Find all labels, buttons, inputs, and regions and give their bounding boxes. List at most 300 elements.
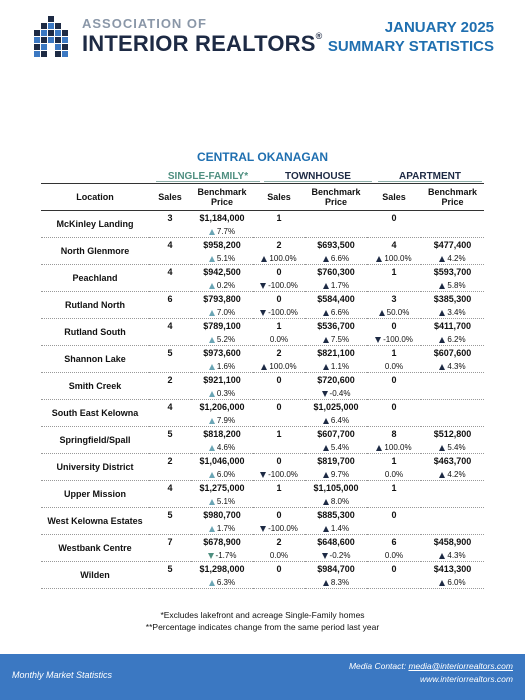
th-price-change-value: 6.6%: [330, 254, 350, 263]
th-sales-value: 0: [276, 294, 282, 304]
table-row: [41, 211, 484, 238]
region-heading: CENTRAL OKANAGAN: [196, 150, 329, 164]
arrow-up-icon: [209, 418, 215, 424]
th-price-change-value: 6.4%: [330, 416, 350, 425]
sf-price-change-value: 5.1%: [216, 497, 236, 506]
ap-sales-change-value: 0.0%: [384, 362, 404, 371]
arrow-up-icon: [376, 256, 382, 262]
sf-price-change-value: 7.9%: [216, 416, 236, 425]
sf-sales-cell: [149, 346, 191, 373]
sf-benchmark-price: $1,275,000: [199, 483, 245, 493]
contact-email-link[interactable]: media@interiorrealtors.com: [408, 661, 513, 671]
sf-benchmark-price: $973,600: [203, 348, 241, 358]
th-sales-cell: [253, 238, 305, 265]
sf-benchmark-price: $1,184,000: [199, 213, 245, 223]
location-name: McKinley Landing: [56, 219, 134, 229]
sf-sales-cell: [149, 319, 191, 346]
ap-sales-cell: [367, 211, 421, 238]
th-benchmark-price: $821,100: [317, 348, 355, 358]
th-sales-value: 0: [276, 564, 282, 574]
th-sales-cell: [253, 535, 305, 562]
sf-price-change: [191, 578, 253, 587]
arrow-up-icon: [439, 553, 445, 559]
ap-sales-change-value: 0.0%: [384, 470, 404, 479]
sf-price-cell: [191, 292, 253, 319]
th-price-change-value: -0.2%: [329, 551, 351, 560]
th-sales-value: 2: [276, 240, 282, 250]
arrow-down-icon: [260, 472, 266, 478]
ap-price-change: [421, 281, 484, 290]
group-header-townhouse: TOWNHOUSE: [264, 171, 372, 182]
sf-sales-cell: [149, 292, 191, 319]
table-row: [41, 373, 484, 400]
arrow-up-icon: [323, 364, 329, 370]
th-price-change: [305, 389, 367, 398]
arrow-up-icon: [209, 310, 215, 316]
th-sales-cell: [253, 373, 305, 400]
th-sales-cell: [253, 481, 305, 508]
ap-sales-value: 6: [391, 537, 397, 547]
sf-price-cell: [191, 319, 253, 346]
location-name: Rutland North: [65, 300, 125, 310]
sf-sales-value: 6: [167, 294, 173, 304]
th-sales-change-value: -100.0%: [268, 470, 298, 479]
ap-sales-change-value: 0.0%: [384, 551, 404, 560]
sf-sales-value: 5: [167, 429, 173, 439]
th-benchmark-price: $648,600: [317, 537, 355, 547]
arrow-up-icon: [439, 445, 445, 451]
arrow-up-icon: [439, 310, 445, 316]
arrow-down-icon: [208, 553, 214, 559]
sf-sales-cell: [149, 373, 191, 400]
th-price-change-value: -0.4%: [329, 389, 351, 398]
location-cell: [41, 535, 149, 562]
th-price-cell: [305, 427, 367, 454]
sf-sales-cell: [149, 211, 191, 238]
location-cell: [41, 292, 149, 319]
sf-sales-value: 4: [167, 267, 173, 277]
sf-price-change: [191, 416, 253, 425]
logo-text-main: INTERIOR REALTORS®: [82, 31, 323, 56]
sf-benchmark-price: $921,100: [203, 375, 241, 385]
location-name: Shannon Lake: [64, 354, 126, 364]
arrow-up-icon: [209, 337, 215, 343]
sf-benchmark-price: $793,800: [203, 294, 241, 304]
th-price-change: [305, 308, 367, 317]
footnote-percentage: **Percentage indicates change from the same period last year: [145, 622, 380, 632]
th-price-change: [305, 524, 367, 533]
arrow-up-icon: [439, 283, 445, 289]
th-sales-change-value: -100.0%: [268, 281, 298, 290]
sf-price-change: [191, 497, 253, 506]
ap-sales-change: [367, 443, 421, 452]
sf-price-cell: [191, 265, 253, 292]
arrow-up-icon: [209, 229, 215, 235]
group-header-single-family: SINGLE-FAMILY*: [156, 171, 260, 182]
location-cell: [41, 508, 149, 535]
arrow-up-icon: [209, 580, 215, 586]
th-sales-cell: [253, 508, 305, 535]
location-cell: [41, 373, 149, 400]
location-name: South East Kelowna: [51, 408, 139, 418]
th-sales-value: 0: [276, 375, 282, 385]
th-price-cell: [305, 481, 367, 508]
sf-price-cell: [191, 238, 253, 265]
arrow-up-icon: [439, 256, 445, 262]
ap-sales-value: 1: [391, 483, 397, 493]
association-logo: [30, 14, 330, 60]
ap-sales-change: [367, 335, 421, 344]
arrow-up-icon: [323, 256, 329, 262]
th-price-cell: [305, 535, 367, 562]
table-row: [41, 265, 484, 292]
ap-benchmark-price: $458,900: [433, 537, 472, 547]
th-sales-change: [253, 308, 305, 317]
ap-sales-cell: [367, 562, 421, 589]
arrow-up-icon: [323, 337, 329, 343]
th-sales-change: [253, 335, 305, 344]
sf-price-change: [191, 524, 253, 533]
table-row: [41, 481, 484, 508]
ap-price-change-value: 4.3%: [447, 551, 466, 560]
ap-sales-value: 0: [391, 402, 397, 412]
location-cell: [41, 346, 149, 373]
sf-benchmark-price: $1,298,000: [199, 564, 245, 574]
ap-price-change: [421, 362, 484, 371]
contact-label: Media Contact:: [348, 661, 409, 671]
ap-sales-value: 3: [391, 294, 397, 304]
col-header-location: Location: [41, 184, 149, 211]
th-sales-change: [253, 524, 305, 533]
table-row: [41, 427, 484, 454]
table-row: [41, 238, 484, 265]
ap-benchmark-price: $385,300: [433, 294, 472, 304]
report-title: [328, 18, 494, 56]
ap-sales-change: [367, 254, 421, 263]
th-sales-cell: [253, 562, 305, 589]
th-price-cell: [305, 508, 367, 535]
th-price-change: [305, 416, 367, 425]
th-sales-change: [253, 254, 305, 263]
ap-price-change: [421, 470, 484, 479]
th-price-cell: [305, 562, 367, 589]
table-row: [41, 292, 484, 319]
th-sales-value: 2: [276, 537, 282, 547]
ap-benchmark-price: $413,300: [433, 564, 472, 574]
report-title-month: JANUARY 2025: [384, 19, 494, 36]
th-sales-change-value: -100.0%: [268, 524, 298, 533]
arrow-up-icon: [376, 445, 382, 451]
ap-price-cell: [421, 454, 484, 481]
col-header-th-sales: Sales: [253, 184, 305, 211]
th-sales-cell: [253, 454, 305, 481]
arrow-up-icon: [323, 472, 329, 478]
ap-price-change: [421, 578, 484, 587]
footnote-single-family: *Excludes lakefront and acreage Single-Family homes: [160, 610, 365, 620]
th-sales-value: 0: [276, 510, 282, 520]
location-name: North Glenmore: [60, 246, 130, 256]
statistics-table: [41, 183, 484, 589]
sf-price-cell: [191, 346, 253, 373]
table-row: [41, 400, 484, 427]
th-sales-change: [253, 281, 305, 290]
table-row: [41, 319, 484, 346]
col-header-ap-benchmark: Benchmark Price: [421, 184, 484, 211]
location-name: West Kelowna Estates: [47, 516, 143, 526]
th-benchmark-price: $720,600: [317, 375, 355, 385]
th-sales-change: [253, 551, 305, 560]
ap-price-cell: [421, 238, 484, 265]
sf-price-change-value: 5.1%: [216, 254, 236, 263]
sf-sales-cell: [149, 238, 191, 265]
th-benchmark-price: $984,700: [317, 564, 355, 574]
th-price-change: [305, 281, 367, 290]
sf-price-cell: [191, 211, 253, 238]
th-sales-value: 1: [276, 429, 282, 439]
sf-price-change-value: 5.2%: [216, 335, 236, 344]
ap-price-change-value: 6.0%: [447, 578, 466, 587]
sf-price-cell: [191, 508, 253, 535]
sf-price-change-value: 0.3%: [216, 389, 236, 398]
sf-price-change-value: 7.0%: [216, 308, 236, 317]
sf-price-change: [191, 335, 253, 344]
ap-price-cell: [421, 400, 484, 427]
location-cell: [41, 265, 149, 292]
sf-sales-value: 5: [167, 564, 173, 574]
ap-price-cell: [421, 319, 484, 346]
th-sales-cell: [253, 319, 305, 346]
ap-price-change: [421, 254, 484, 263]
website-link[interactable]: www.interiorrealtors.com: [419, 674, 513, 684]
sf-price-cell: [191, 373, 253, 400]
sf-benchmark-price: $1,046,000: [199, 456, 245, 466]
col-header-sf-benchmark: Benchmark Price: [191, 184, 253, 211]
th-sales-change-value: -100.0%: [268, 308, 298, 317]
col-header-sf-sales: Sales: [149, 184, 191, 211]
arrow-up-icon: [209, 391, 215, 397]
th-sales-value: 1: [276, 213, 282, 223]
sf-price-cell: [191, 481, 253, 508]
sf-sales-value: 4: [167, 483, 173, 493]
sf-price-change-value: 1.6%: [216, 362, 236, 371]
location-cell: [41, 211, 149, 238]
th-price-cell: [305, 319, 367, 346]
arrow-down-icon: [260, 310, 266, 316]
sf-sales-cell: [149, 481, 191, 508]
table-row: [41, 346, 484, 373]
th-price-change: [305, 335, 367, 344]
th-price-change-value: 1.1%: [330, 362, 350, 371]
sf-price-change: [191, 443, 253, 452]
sf-sales-cell: [149, 454, 191, 481]
sf-price-change: [191, 470, 253, 479]
location-name: Westbank Centre: [58, 543, 132, 553]
page-header: [0, 0, 525, 70]
arrow-up-icon: [209, 499, 215, 505]
ap-sales-value: 0: [391, 510, 397, 520]
sf-sales-cell: [149, 535, 191, 562]
ap-price-change-value: 5.8%: [447, 281, 466, 290]
sf-price-cell: [191, 400, 253, 427]
arrow-down-icon: [322, 391, 328, 397]
footer-contact: [349, 660, 513, 686]
th-price-change: [305, 578, 367, 587]
ap-sales-change-value: 100.0%: [384, 443, 412, 452]
house-grid-logo-icon: [30, 14, 74, 58]
arrow-up-icon: [439, 337, 445, 343]
ap-sales-value: 1: [391, 456, 397, 466]
location-name: Upper Mission: [63, 489, 126, 499]
arrow-down-icon: [260, 526, 266, 532]
th-sales-cell: [253, 292, 305, 319]
sf-price-change-value: 1.7%: [216, 524, 236, 533]
sf-benchmark-price: $678,900: [203, 537, 241, 547]
th-benchmark-price: $693,500: [317, 240, 355, 250]
arrow-up-icon: [323, 310, 329, 316]
sf-price-change: [191, 254, 253, 263]
th-price-cell: [305, 265, 367, 292]
th-sales-value: 1: [276, 321, 282, 331]
ap-sales-change: [367, 470, 421, 479]
col-header-ap-sales: Sales: [367, 184, 421, 211]
ap-sales-cell: [367, 346, 421, 373]
ap-price-change: [421, 308, 484, 317]
arrow-up-icon: [261, 256, 267, 262]
sf-sales-value: 2: [167, 375, 173, 385]
ap-price-change-value: 4.2%: [447, 470, 466, 479]
th-sales-value: 0: [276, 402, 282, 412]
th-price-change-value: 6.6%: [330, 308, 350, 317]
th-price-change: [305, 551, 367, 560]
location-cell: [41, 427, 149, 454]
sf-price-change-value: 7.7%: [216, 227, 236, 236]
sf-sales-value: 4: [167, 240, 173, 250]
sf-price-change-value: 0.2%: [216, 281, 236, 290]
arrow-up-icon: [261, 364, 267, 370]
sf-benchmark-price: $958,200: [203, 240, 241, 250]
ap-price-change-value: 5.4%: [447, 443, 466, 452]
th-sales-cell: [253, 265, 305, 292]
location-name: Smith Creek: [68, 381, 122, 391]
sf-sales-value: 4: [167, 402, 173, 412]
ap-sales-change-value: 50.0%: [386, 308, 410, 317]
th-price-change-value: 8.0%: [330, 497, 350, 506]
ap-sales-change-value: 100.0%: [384, 254, 412, 263]
ap-price-change-value: 4.2%: [447, 254, 466, 263]
sf-price-change: [191, 389, 253, 398]
location-name: University District: [56, 462, 134, 472]
table-header-row: [41, 184, 484, 211]
th-sales-cell: [253, 211, 305, 238]
th-sales-change: [253, 362, 305, 371]
arrow-up-icon: [209, 256, 215, 262]
sf-sales-value: 2: [167, 456, 173, 466]
ap-sales-value: 0: [391, 564, 397, 574]
ap-benchmark-price: $463,700: [433, 456, 472, 466]
th-sales-value: 0: [276, 267, 282, 277]
location-name: Peachland: [72, 273, 118, 283]
th-sales-change-value: 100.0%: [269, 362, 297, 371]
ap-sales-value: 0: [391, 213, 397, 223]
sf-benchmark-price: $942,500: [203, 267, 241, 277]
th-price-cell: [305, 346, 367, 373]
sf-benchmark-price: $818,200: [203, 429, 241, 439]
sf-benchmark-price: $1,206,000: [199, 402, 245, 412]
sf-price-cell: [191, 454, 253, 481]
location-name: Rutland South: [64, 327, 126, 337]
arrow-up-icon: [209, 472, 215, 478]
sf-sales-value: 4: [167, 321, 173, 331]
ap-price-change-value: 4.3%: [447, 362, 466, 371]
th-sales-value: 1: [276, 483, 282, 493]
sf-benchmark-price: $789,100: [203, 321, 241, 331]
sf-price-change: [191, 308, 253, 317]
arrow-down-icon: [260, 283, 266, 289]
ap-sales-change: [367, 362, 421, 371]
logo-text-top: ASSOCIATION OF: [82, 16, 207, 31]
th-price-cell: [305, 454, 367, 481]
ap-sales-cell: [367, 535, 421, 562]
page-footer: [0, 654, 525, 700]
ap-benchmark-price: $512,800: [433, 429, 472, 439]
ap-price-change-value: 6.2%: [447, 335, 466, 344]
th-price-change-value: 8.3%: [330, 578, 350, 587]
th-price-change: [305, 470, 367, 479]
ap-sales-cell: [367, 508, 421, 535]
th-sales-change-value: 100.0%: [269, 254, 297, 263]
ap-sales-value: 8: [391, 429, 397, 439]
sf-benchmark-price: $980,700: [203, 510, 241, 520]
ap-sales-cell: [367, 400, 421, 427]
arrow-up-icon: [209, 445, 215, 451]
arrow-up-icon: [323, 526, 329, 532]
sf-price-change: [191, 362, 253, 371]
col-header-th-benchmark: Benchmark Price: [305, 184, 367, 211]
th-price-change: [305, 497, 367, 506]
arrow-up-icon: [323, 283, 329, 289]
sf-sales-cell: [149, 427, 191, 454]
ap-sales-cell: [367, 427, 421, 454]
arrow-down-icon: [322, 553, 328, 559]
table-row: [41, 535, 484, 562]
th-benchmark-price: $536,700: [317, 321, 355, 331]
sf-price-cell: [191, 562, 253, 589]
arrow-up-icon: [323, 445, 329, 451]
sf-sales-value: 5: [167, 348, 173, 358]
arrow-up-icon: [323, 580, 329, 586]
ap-price-cell: [421, 373, 484, 400]
ap-price-change: [421, 443, 484, 452]
th-benchmark-price: $584,400: [317, 294, 355, 304]
arrow-up-icon: [439, 580, 445, 586]
location-name: Wilden: [80, 570, 110, 580]
sf-price-change: [191, 281, 253, 290]
arrow-up-icon: [209, 364, 215, 370]
th-sales-cell: [253, 346, 305, 373]
th-price-cell: [305, 292, 367, 319]
ap-sales-change-value: -100.0%: [383, 335, 413, 344]
ap-price-cell: [421, 211, 484, 238]
location-cell: [41, 562, 149, 589]
th-sales-value: 2: [276, 348, 282, 358]
ap-sales-cell: [367, 265, 421, 292]
th-sales-change-value: 0.0%: [269, 335, 289, 344]
ap-sales-change: [367, 308, 421, 317]
arrow-up-icon: [439, 364, 445, 370]
th-price-change-value: 9.7%: [330, 470, 350, 479]
location-cell: [41, 481, 149, 508]
sf-sales-value: 3: [167, 213, 173, 223]
